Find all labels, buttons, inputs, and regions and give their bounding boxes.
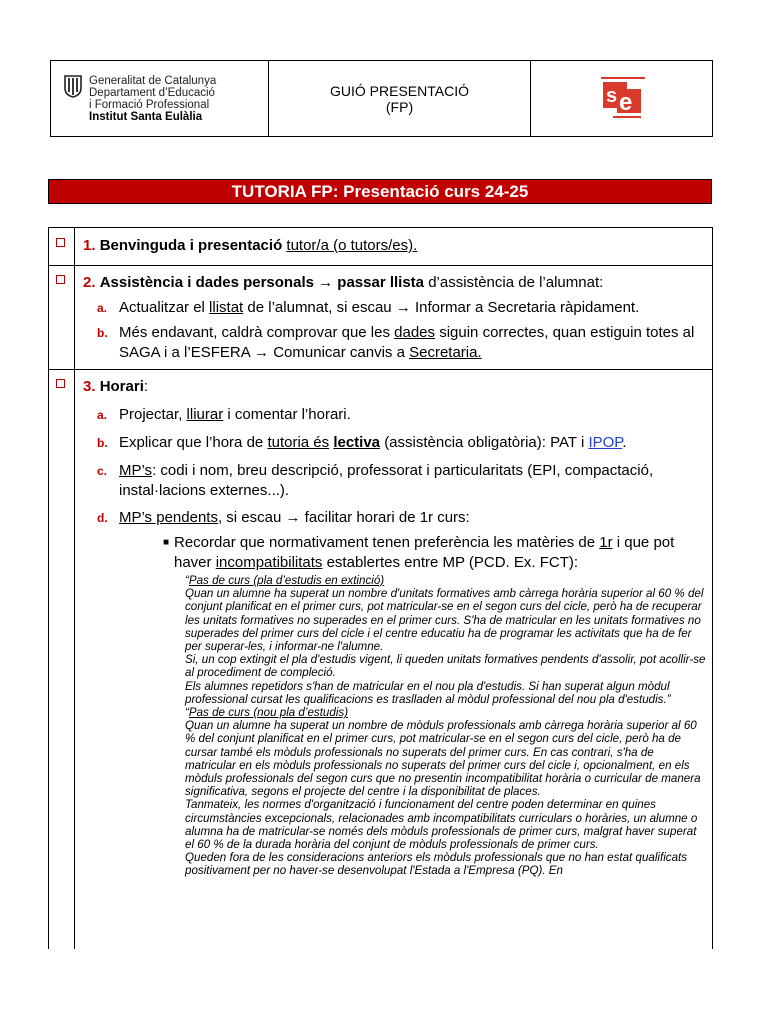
item-number: 2.	[83, 274, 96, 291]
subitem-letter: a.	[97, 301, 108, 315]
subitem-text: siguin correctes, quan estiguin totes al SAGA i a l’ESFERA → Comunicar canvis a	[119, 324, 695, 361]
agenda-row-2	[49, 265, 712, 370]
quote-paragraph: Si, un cop extingit el pla d'estudis vigent, li queden unitats formatives pendents d'assolir, pot acollir-se al procediment de compleció.	[185, 653, 706, 680]
item-number: 3.	[83, 378, 96, 395]
subitem-underlined: MP’s pendents	[119, 509, 218, 526]
checkbox-icon[interactable]	[56, 238, 65, 247]
subitem-3d	[97, 508, 702, 528]
item-3	[83, 377, 702, 397]
gencat-line-2: Departament d’Educació	[89, 87, 215, 99]
item-heading-2: passar llista	[337, 274, 425, 291]
subitem-underlined: llistat	[209, 299, 244, 316]
subitem-bold-underlined: lectiva	[333, 434, 381, 451]
gencat-emblem-icon	[63, 74, 83, 98]
subitem-text: Projectar,	[119, 406, 183, 423]
subitem-text: , si escau → facilitar horari de 1r curs:	[217, 509, 470, 526]
subitem-letter: b.	[97, 326, 108, 340]
item-number: 1.	[83, 237, 96, 254]
item-text: tutor/a (o tutors/es).	[286, 237, 418, 254]
subitem-3c	[97, 461, 702, 501]
item-heading: Horari	[99, 378, 144, 395]
subitem-2b	[97, 323, 702, 363]
item-1	[83, 236, 702, 256]
subitem-3b	[97, 433, 702, 453]
subitem-text: Explicar que l’hora de	[119, 434, 264, 451]
checkbox-icon[interactable]	[56, 275, 65, 284]
subitem-underlined: lliurar	[186, 406, 224, 423]
quote-paragraph: Quan un alumne ha superat un nombre de mòduls professionals amb càrrega horària superior al 60 % del conjunt planificat en el primer curs, pot matricular-se en el segon curs del cicle, però ha de cursar també els mòduls professionals no superats del primer curs. En cas contrari, s'ha de matricular en els mòduls professionals no superats del primer curs del cicle i, opcionalment, en els mòduls professionals del segon curs que no presentin incompatibilitat horària o curricular de manera significativa, segons el projecte del centre i la disponibilitat de places.	[185, 719, 701, 799]
school-logo-cell	[531, 61, 712, 136]
subitem-letter: a.	[97, 408, 108, 422]
item-2	[83, 273, 702, 293]
subitem-text: de l’alumnat, si escau → Informar a Secretaria ràpidament.	[247, 299, 640, 316]
doc-title: GUIÓ PRESENTACIÓ	[330, 82, 469, 99]
item-text: d’assistència de l’alumnat:	[428, 274, 604, 291]
gencat-text	[89, 75, 216, 123]
item-colon: :	[143, 378, 149, 395]
agenda-table	[48, 227, 713, 949]
subitem-underlined: dades	[394, 324, 436, 341]
subitem-letter: d.	[97, 511, 108, 525]
gencat-line-1: Generalitat de Catalunya	[89, 75, 217, 87]
bullet-text: i que pot haver	[174, 534, 675, 571]
item-heading: Benvinguda i presentació	[99, 237, 283, 254]
checkbox-icon[interactable]	[56, 379, 65, 388]
bullet-text: establertes entre MP (PCD. Ex. FCT):	[326, 554, 579, 571]
svg-text:s: s	[606, 85, 618, 107]
arrow-icon: →	[318, 274, 334, 291]
subitem-letter: c.	[97, 464, 108, 478]
svg-text:e: e	[619, 89, 633, 116]
regulation-quote: “Pas de curs (pla d’estudis en extinció) Quan un alumne ha superat un nombre d'unitats formatives amb càrrega horària superior al 60 % del conjunt planificat en el primer curs, pot matricular-se en el segon curs del cicle, però ha de recuperar les unitats formatives no superades en el primer curs. S'ha de matricular en les unitats formatives no superades del primer curs del cicle i el centre educatiu ha de programar les activitats que ha de fer per superar-les, i informar-ne l'alumne. Si, un cop extingit el pla d'estudis vigent, li queden unitats formatives pendents d'assolir, pot acollir-se al procediment de compleció. Els alumnes repetidors s'han de matricular en el nou pla d'estudis. Si han superat algun mòdul professional cursat les qualificacions es traslladen al mòdul professional del nou pla d'estudis.” “Pas de curs (nou pla d’estudis) Quan un alumne ha superat un nombre de mòduls professionals amb càrrega horària superior al 60 % del conjunt planificat en el primer curs, pot matricular-se en el segon curs del cicle, però ha de cursar també els mòduls professionals no superats del primer curs. En cas contrari, s'ha de matricular en els mòduls professionals no superats del primer curs del cicle i, opcionalment, en els mòduls professionals del segon curs que no presentin incompatibilitat horària o curricular de manera significativa, segons el projecte del centre i la disponibilitat de places. Tanmateix, les normes d'organització i funcionament del centre poden determinar en quines circumstàncies excepcionals, relacionades amb incompatibilitats curriculars o horàries, un alumne o alumna ha de matricular-se només dels mòduls professionals de primer curs, malgrat haver superat el 60 % de la durada horària del conjunt de mòduls professionals de primer curs. Queden fora de les consideracions anteriors els mòduls professionals que no han estat qualificats positivament per no haver-se desenvolupat l'Estada a l'Empresa (PQ). En	[185, 574, 706, 878]
bullet-text: Recordar que normativament tenen preferència les matèries de	[174, 534, 596, 551]
gencat-line-3: i Formació Professional	[89, 99, 210, 111]
subitem-3a	[97, 405, 702, 425]
document-header	[50, 60, 713, 137]
agenda-row-3	[49, 369, 712, 949]
subitem-text: .	[622, 434, 627, 451]
school-se-logo-icon	[597, 76, 649, 120]
subitem-letter: b.	[97, 436, 108, 450]
subitem-text: : codi i nom, breu descripció, professorat i particularitats (EPI, compactació, instal·lacions externes...).	[119, 462, 654, 499]
bullet-icon: ■	[163, 537, 170, 548]
institute-name: Institut Santa Eulàlia	[89, 111, 203, 123]
section-title: TUTORIA FP: Presentació curs 24-25	[48, 179, 712, 204]
subitem-text: Més endavant, caldrà comprovar que les	[119, 324, 390, 341]
doc-subtitle: (FP)	[385, 98, 414, 115]
quote-heading-1: Pas de curs (pla d’estudis en extinció)	[188, 574, 385, 587]
quote-paragraph: Quan un alumne ha superat un nombre d'unitats formatives amb càrrega horària superior al 60 % del conjunt planificat en el primer curs, pot matricular-se en el segon curs del cicle, però ha de recuperar les unitats formatives no superades en el primer curs. S'ha de matricular en les unitats formatives no superades del primer curs del cicle i el centre educatiu ha de programar les activitats que ha de fer per superar-les, i informar-ne l'alumne.	[185, 587, 704, 654]
subitem-underlined: MP’s	[119, 462, 153, 479]
doc-title-cell	[269, 61, 531, 136]
quote-paragraph: Els alumnes repetidors s'han de matricular en el nou pla d'estudis. Si han superat algun mòdul professional cursat les qualificacions es traslladen al mòdul professional del nou pla d'estudis.”	[185, 679, 671, 706]
bullet-underlined: incompatibilitats	[215, 554, 323, 571]
gencat-logo-cell	[51, 61, 269, 136]
item-heading: Assistència i dades personals	[99, 274, 314, 291]
ipop-link[interactable]: IPOP	[588, 434, 623, 451]
subitem-2a	[97, 298, 702, 318]
subitem-underlined: tutoria és	[267, 434, 330, 451]
agenda-row-1	[49, 228, 712, 266]
quote-paragraph: Tanmateix, les normes d'organització i funcionament del centre poden determinar en quines circumstàncies excepcionals, relacionades amb incompatibilitats curriculars o horàries, un alumne o alumna ha de matricular-se només dels mòduls professionals de primer curs, malgrat haver superat el 60 % de la durada horària del conjunt de mòduls professionals de primer curs.	[185, 798, 698, 852]
bullet-underlined: 1r	[599, 534, 613, 551]
subitem-underlined: Secretaria.	[409, 344, 482, 361]
subitem-text: i comentar l’horari.	[227, 406, 351, 423]
subitem-text: (assistència obligatòria): PAT i	[384, 434, 585, 451]
quote-paragraph: Queden fora de les consideracions anteriors els mòduls professionals que no han estat qualificats positivament per no haver-se desenvolupat l'Estada a l'Empresa (PQ). En	[185, 851, 688, 878]
bullet-note	[163, 533, 706, 573]
quote-heading-2: Pas de curs (nou pla d’estudis)	[188, 706, 349, 720]
subitem-text: Actualitzar el	[119, 299, 205, 316]
